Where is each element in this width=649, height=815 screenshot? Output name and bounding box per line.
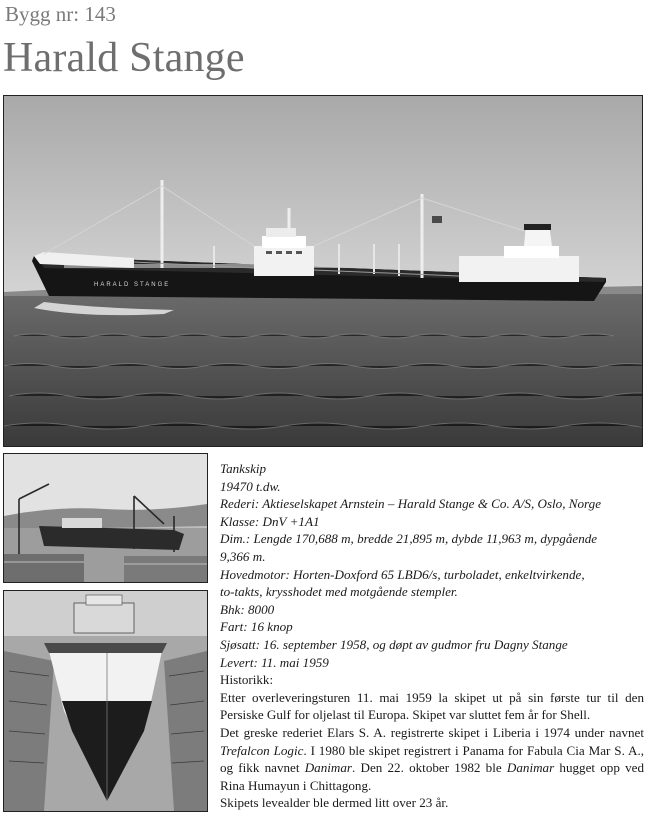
launch-date: Sjøsatt: 16. september 1958, og døpt av gudmor fru Dagny Stange [220, 636, 568, 652]
history-text: hugget opp ved Rina Humayun i Chittagong. [220, 760, 644, 793]
delivery-date: Levert: 11. mai 1959 [220, 654, 329, 670]
owner: Rederi: Aktieselskapet Arnstein – Harald Stange & Co. A/S, Oslo, Norge [220, 496, 602, 512]
dimensions-line-2: 9,366 m. [220, 548, 266, 564]
main-ship-photo [3, 95, 643, 447]
history-text: . I 1980 ble skipet registrert i Panama for Fabula Cia Mar S. A., og fikk navnet [220, 742, 645, 776]
former-name: Danimar [506, 760, 555, 776]
main-engine-line-2: to-takts, krysshodet med motgående stempler. [220, 584, 458, 600]
history-text: . Den 22. oktober 1982 ble [352, 760, 507, 776]
launch-photo [3, 453, 208, 583]
history-paragraph-2 [220, 724, 644, 794]
shipyard-launch-illustration [4, 454, 207, 582]
former-name: Danimar [304, 760, 353, 776]
history-heading: Historikk: [220, 672, 274, 688]
ship-at-sea-illustration [4, 96, 642, 446]
classification: Klasse: DnV +1A1 [220, 513, 320, 529]
ship-name-title: Harald Stange [3, 35, 245, 81]
history-text: Det greske rederiet Elars S. A. registrerte skipet i Liberia i 1974 under navnet [220, 724, 644, 740]
build-number: Bygg nr: 143 [5, 2, 116, 26]
speed: Fart: 16 knop [220, 619, 293, 635]
ship-type: Tankskip [220, 461, 267, 476]
ship-description [220, 460, 644, 812]
bow-view-illustration [4, 591, 207, 811]
brake-horsepower: Bhk: 8000 [220, 601, 275, 617]
hull-name-text: HARALD STANGE [94, 282, 171, 288]
deadweight: 19470 t.dw. [220, 478, 281, 494]
history-paragraph-3: Skipets levealder ble dermed litt over 23 år. [220, 795, 449, 811]
dimensions-line-1: Dim.: Lengde 170,688 m, bredde 21,895 m, dybde 11,963 m, dypgående [220, 531, 598, 547]
history-paragraph-1: Etter overleveringsturen 11. mai 1959 la skipet ut på sin første tur til den Persiske Gulf for oljelast til Europa. Skipet var sluttet fem år for Shell. [220, 689, 644, 723]
former-name: Trefalcon Logic [220, 742, 304, 758]
main-engine-line-1: Hovedmotor: Horten-Doxford 65 LBD6/s, turboladet, enkeltvirkende, [220, 566, 585, 582]
bow-construction-photo [3, 590, 208, 812]
